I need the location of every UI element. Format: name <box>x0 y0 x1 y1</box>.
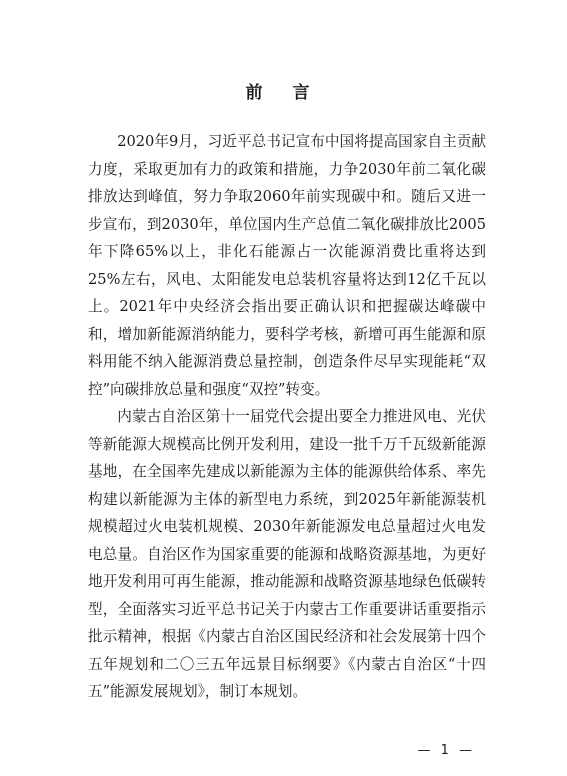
paragraph-1: 2020年9月，习近平总书记宣布中国将提高国家自主贡献力度，采取更加有力的政策和措施，力争2030年前二氧化碳排放达到峰值，努力争取2060年前实现碳中和。随后又进一步宣布，到2030年，单位国内生产总值二氧化碳排放比2005年下降65%以上，非化石能源占一次能源消费比重将达到25%左右，风电、太阳能发电总装机容量将达到12亿千瓦以上。2021年中央经济会指出要正确认识和把握碳达峰碳中和，增加新能源消纳能力，要科学考核，新增可再生能源和原料用能不纳入能源消费总量控制，创造条件尽早实现能耗“双控”向碳排放总量和强度“双控”转变。 <box>88 133 486 398</box>
page-title: 前 言 <box>245 83 322 103</box>
body-text <box>88 128 486 706</box>
paragraph-2: 内蒙古自治区第十一届党代会提出要全力推进风电、光伏等新能源大规模高比例开发利用，建设一批千万千瓦级新能源基地，在全国率先建成以新能源为主体的能源供给体系、率先构建以新能源为主体的新型电力系统，到2025年新能源装机规模超过火电装机规模、2030年新能源发电总量超过火电发电总量。自治区作为国家重要的能源和战略资源基地，为更好地开发利用可再生能源，推动能源和战略资源基地绿色低碳转型，全面落实习近平总书记关于内蒙古工作重要讲话重要指示批示精神，根据《内蒙古自治区国民经济和社会发展第十四个五年规划和二〇三五年远景目标纲要》《内蒙古自治区“十四五”能源发展规划》，制订本规划。 <box>88 408 486 700</box>
page-number: — 1 — <box>417 743 475 758</box>
